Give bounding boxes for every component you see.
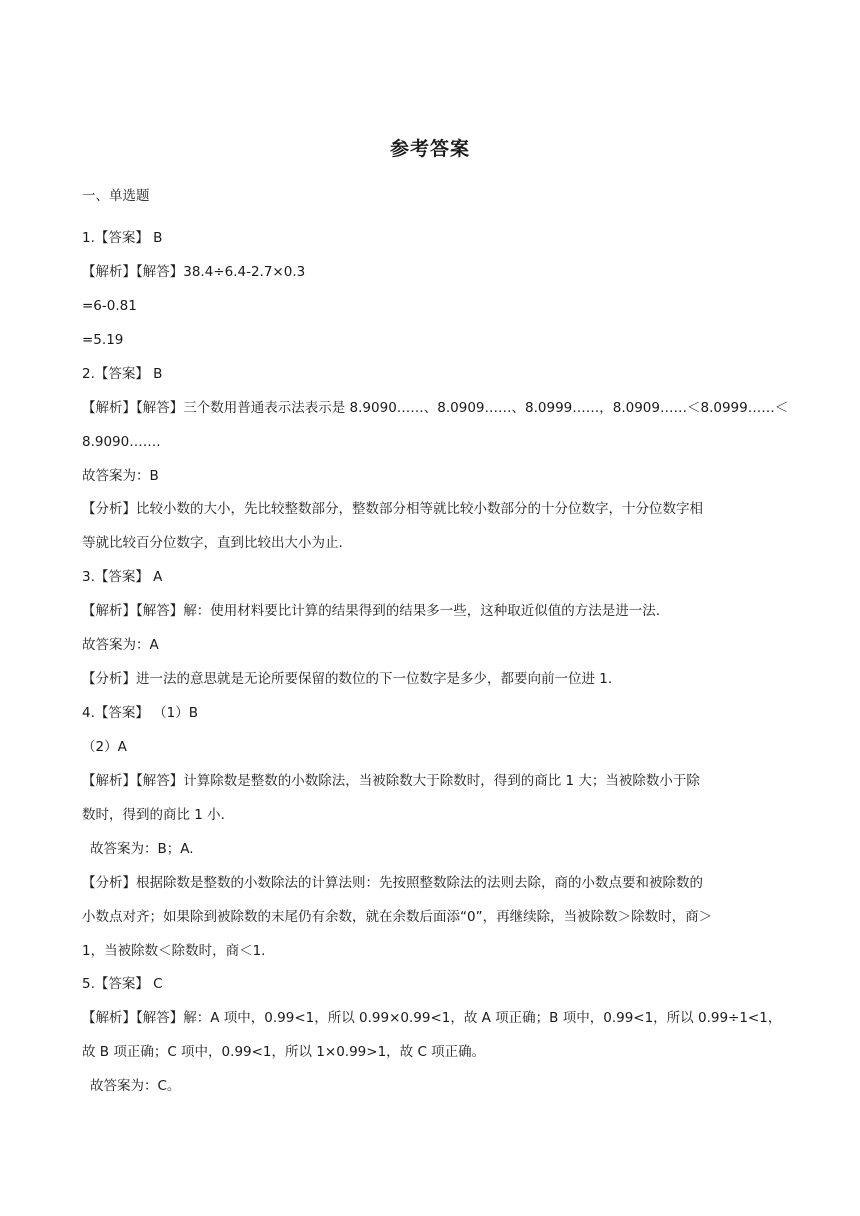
q3-analysis: 【解析】【解答】解：使用材料要比计算的结果得到的结果多一些，这种取近似值的方法是进一法. bbox=[82, 603, 661, 619]
q4-analysis: 【解析】【解答】计算除数是整数的小数除法，当被除数大于除数时，得到的商比 1 大；当被除数小于除 bbox=[82, 773, 700, 789]
section-heading: 一、单选题 bbox=[82, 188, 150, 204]
q2-analysis: 【解析】【解答】三个数用普通表示法表示是 8.9090……、8.0909……、8.0999……，8.0909……＜8.0999……＜ bbox=[82, 400, 789, 416]
q5-analysis-cont: 故 B 项正确；C 项中，0.99<1，所以 1×0.99>1，故 C 项正确。 bbox=[82, 1044, 486, 1060]
q1-step1: =6-0.81 bbox=[82, 298, 137, 314]
q2-answer: 2.【答案】 B bbox=[82, 366, 163, 382]
q1-analysis: 【解析】【解答】38.4÷6.4-2.7×0.3 bbox=[82, 264, 306, 280]
q3-answer: 3.【答案】 A bbox=[82, 569, 163, 585]
q4-answer: 4.【答案】 （1）B bbox=[82, 705, 199, 721]
q2-analysis-cont: 8.9090……. bbox=[82, 434, 161, 450]
q4-conclusion: 故答案为：B；A. bbox=[90, 841, 194, 857]
q3-conclusion: 故答案为：A bbox=[82, 637, 159, 653]
q2-note-cont: 等就比较百分位数字，直到比较出大小为止. bbox=[82, 535, 343, 551]
q4-note-cont: 小数点对齐；如果除到被除数的末尾仍有余数，就在余数后面添“0”，再继续除，当被除数＞除数时，商＞ bbox=[82, 909, 713, 925]
q5-analysis: 【解析】【解答】解：A 项中，0.99<1，所以 0.99×0.99<1，故 A 项正确；B 项中，0.99<1，所以 0.99÷1<1， bbox=[82, 1010, 782, 1026]
q4-note-end: 1，当被除数＜除数时，商＜1. bbox=[82, 943, 266, 959]
q2-conclusion: 故答案为：B bbox=[82, 468, 159, 484]
q5-answer: 5.【答案】 C bbox=[82, 976, 163, 992]
q3-note: 【分析】进一法的意思就是无论所要保留的数位的下一位数字是多少，都要向前一位进 1. bbox=[82, 671, 613, 687]
q4-answer-part2: （2）A bbox=[82, 739, 127, 755]
q1-step2: =5.19 bbox=[82, 332, 124, 348]
q2-note: 【分析】比较小数的大小，先比较整数部分，整数部分相等就比较小数部分的十分位数字，十分位数字相 bbox=[82, 501, 703, 517]
q4-note: 【分析】根据除数是整数的小数除法的计算法则：先按照整数除法的法则去除，商的小数点要和被除数的 bbox=[82, 875, 703, 891]
document-title: 参考答案 bbox=[389, 138, 470, 160]
q5-conclusion: 故答案为：C。 bbox=[90, 1078, 181, 1094]
q1-answer: 1.【答案】 B bbox=[82, 230, 163, 246]
q4-analysis-cont: 数时，得到的商比 1 小. bbox=[82, 807, 225, 823]
